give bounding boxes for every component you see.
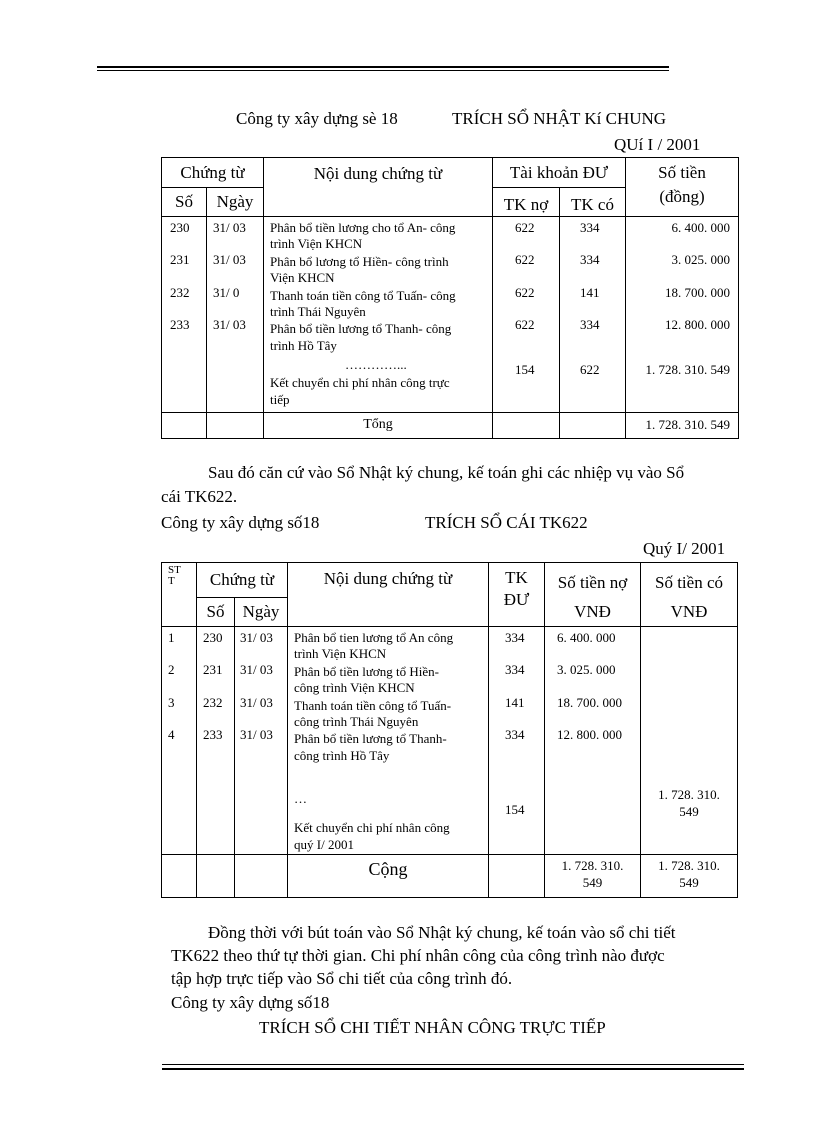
table-cell: 31/ 0 <box>213 285 240 300</box>
header-tk-no: TK nợ <box>493 188 560 217</box>
header-no-line1: Số tiền nợ <box>557 573 628 592</box>
table-cell: Phân bổ tiền lương tổ Thanh- <box>294 731 447 746</box>
table-cell: Phân bổ lương tổ Hiền- công trình <box>270 254 449 269</box>
table-cell: 549 <box>679 804 699 819</box>
table-cell: 233 <box>170 317 190 332</box>
header-stt-line1: ST <box>168 564 181 576</box>
header-so-tien-line1: Số tiền <box>658 163 706 182</box>
header-noi-dung: Nội dung chứng từ <box>264 158 493 217</box>
table-cell: 2 <box>168 662 175 677</box>
ledger-total-label: Cộng <box>288 855 489 898</box>
table-cell: 334 <box>580 220 600 235</box>
col-so-tien <box>626 217 739 413</box>
table-cell: 31/ 03 <box>213 220 246 235</box>
total-label: Tổng <box>264 413 493 439</box>
table-cell: trình Viện KHCN <box>270 236 363 251</box>
table-cell: công trình Thái Nguyên <box>294 714 419 729</box>
table-cell: 232 <box>170 285 190 300</box>
ledger-total-no <box>545 855 641 898</box>
header-so-2: Số <box>197 598 235 627</box>
header-stt-line2: T <box>168 575 175 587</box>
col-tk-du <box>489 627 545 855</box>
table-cell: 4 <box>168 727 175 742</box>
table-cell: 31/ 03 <box>240 695 273 710</box>
header-tk-co: TK có <box>560 188 626 217</box>
header-co-line1: Số tiền có <box>655 573 723 592</box>
header-noi-dung-2: Nội dung chứng từ <box>288 563 489 627</box>
col-so <box>162 217 207 413</box>
table-cell: 334 <box>580 317 600 332</box>
ledger-total-co-line1: 1. 728. 310. <box>658 858 720 873</box>
table-cell: 622 <box>580 362 600 377</box>
table-cell: 6. 400. 000 <box>557 630 616 645</box>
table-cell: 31/ 03 <box>240 662 273 677</box>
table-cell: trình Hồ Tây <box>270 338 337 353</box>
table-cell: 622 <box>515 252 535 267</box>
table-cell: Kết chuyển chi phí nhân công <box>294 820 450 835</box>
company-name-3: Công ty xây dựng số18 <box>171 993 330 1012</box>
bottom-rule <box>162 1064 744 1070</box>
table-cell: 232 <box>203 695 223 710</box>
table-cell: 231 <box>170 252 190 267</box>
company-name-1: Công ty xây dựng sè 18 <box>236 109 398 128</box>
table-cell: 230 <box>170 220 190 235</box>
header-no-line2: VNĐ <box>574 602 611 621</box>
ledger-table <box>161 562 738 898</box>
table-cell: 31/ 03 <box>240 630 273 645</box>
table-cell: 334 <box>580 252 600 267</box>
table-cell: Viện KHCN <box>270 270 335 285</box>
header-ngay-2: Ngày <box>235 598 288 627</box>
ledger-period: Quý I/ 2001 <box>643 539 726 558</box>
ledger-total-no-line2: 549 <box>582 874 603 890</box>
table-cell: Kết chuyển chi phí nhân công trực <box>270 375 450 390</box>
header-so-tien-no <box>545 563 641 627</box>
table-cell: 6. 400. 000 <box>671 220 731 235</box>
company-name-2: Công ty xây dựng số18 <box>161 513 320 532</box>
table-cell: 3 <box>168 695 175 710</box>
table-cell: 12. 800. 000 <box>665 317 731 332</box>
journal-table <box>161 157 739 439</box>
table-cell: 12. 800. 000 <box>557 727 622 742</box>
journal-period: QUí I / 2001 <box>614 135 701 154</box>
table-cell: Phân bổ tiền lương tổ Hiền- <box>294 664 439 679</box>
ellipsis-row: … <box>294 791 307 806</box>
header-tk-line2: ĐƯ <box>503 590 530 609</box>
top-rule <box>97 66 669 71</box>
table-cell: Phân bổ tien lương tổ An công <box>294 630 454 645</box>
table-cell: 154 <box>515 362 535 377</box>
ledger-title: TRÍCH SỔ CÁI TK622 <box>425 513 588 532</box>
ledger-total-co <box>641 855 738 898</box>
table-cell: Thanh toán tiền công tổ Tuấn- <box>294 698 452 713</box>
table-cell: 141 <box>505 695 525 710</box>
table-cell: 1. 728. 310. <box>658 787 720 802</box>
table-cell: trình Viện KHCN <box>294 646 387 661</box>
col-so-tien-no <box>545 627 641 855</box>
table-cell: 154 <box>505 802 525 817</box>
table-cell: 334 <box>505 630 525 645</box>
table-cell: 231 <box>203 662 223 677</box>
table-cell: 3. 025. 000 <box>671 252 731 267</box>
header-tai-khoan: Tài khoản ĐƯ <box>493 158 626 188</box>
table-cell: công trình Hồ Tây <box>294 748 390 763</box>
col-so-tien-co <box>641 627 738 855</box>
table-cell: 31/ 03 <box>213 317 246 332</box>
journal-title: TRÍCH SỔ NHẬT Kí CHUNG <box>452 109 667 128</box>
table-cell: 233 <box>203 727 223 742</box>
table-cell: công trình Viện KHCN <box>294 680 415 695</box>
col-so-2 <box>197 627 235 855</box>
table-cell: 1. 728. 310. 549 <box>645 362 731 377</box>
paragraph-2-line-3: tập hợp trực tiếp vào Sổ chi tiết của công trình đó. <box>171 969 513 988</box>
header-tk-du <box>489 563 545 627</box>
col-stt <box>162 627 197 855</box>
paragraph-1-line-2: cái TK622. <box>161 487 238 506</box>
header-so-tien-line2: (đồng) <box>659 187 705 206</box>
header-stt <box>162 563 197 627</box>
header-so-tien-co <box>641 563 738 627</box>
table-cell: Phân bổ tiền lương tổ Thanh- công <box>270 321 452 336</box>
table-cell: 334 <box>505 662 525 677</box>
table-cell: quý I/ 2001 <box>294 837 354 852</box>
table-cell: 230 <box>203 630 223 645</box>
header-tk-line1: TK <box>505 568 528 587</box>
table-cell: 622 <box>515 317 535 332</box>
paragraph-2-line-1: Đồng thời với bút toán vào Sổ Nhật ký chung, kế toán vào sổ chi tiết <box>208 923 676 942</box>
table-cell: tiếp <box>270 392 290 407</box>
table-cell: 622 <box>515 285 535 300</box>
table-cell: 141 <box>580 285 600 300</box>
table-cell: Phân bổ tiền lương cho tổ An- công <box>270 220 456 235</box>
header-chung-tu: Chứng từ <box>162 158 264 188</box>
table-cell: 1 <box>168 630 175 645</box>
table-cell: 31/ 03 <box>213 252 246 267</box>
ledger-total-no-line1: 1. 728. 310. <box>561 858 624 873</box>
table-cell: 334 <box>505 727 525 742</box>
header-ngay: Ngày <box>207 188 264 217</box>
table-cell: 18. 700. 000 <box>665 285 731 300</box>
col-noi-dung <box>264 217 493 413</box>
paragraph-2-line-2: TK622 theo thứ tự thời gian. Chi phí nhân công của công trình nào được <box>171 946 665 965</box>
table-cell: 3. 025. 000 <box>557 662 616 677</box>
table-cell: 18. 700. 000 <box>557 695 622 710</box>
col-noi-dung-2 <box>288 627 489 855</box>
paragraph-1-line-1: Sau đó căn cứ vào Sổ Nhật ký chung, kế toán ghi các nhiệp vụ vào Sổ <box>208 463 685 482</box>
table-cell: trình Thái Nguyên <box>270 304 366 319</box>
col-ngay <box>207 217 264 413</box>
table-cell: 31/ 03 <box>240 727 273 742</box>
header-chung-tu-2: Chứng từ <box>197 563 288 598</box>
col-tk-co <box>560 217 626 413</box>
table-cell: 622 <box>515 220 535 235</box>
ellipsis-row: …………... <box>345 357 407 372</box>
header-co-line2: VNĐ <box>670 602 708 621</box>
header-so: Số <box>162 188 207 217</box>
header-so-tien <box>626 158 739 217</box>
col-ngay-2 <box>235 627 288 855</box>
ledger-total-co-line2: 549 <box>679 874 699 890</box>
table-cell: Thanh toán tiền công tổ Tuấn- công <box>270 288 456 303</box>
total-value: 1. 728. 310. 549 <box>626 413 739 439</box>
detail-title: TRÍCH SỔ CHI TIẾT NHÂN CÔNG TRỰC TIẾP <box>259 1018 606 1037</box>
col-tk-no <box>493 217 560 413</box>
